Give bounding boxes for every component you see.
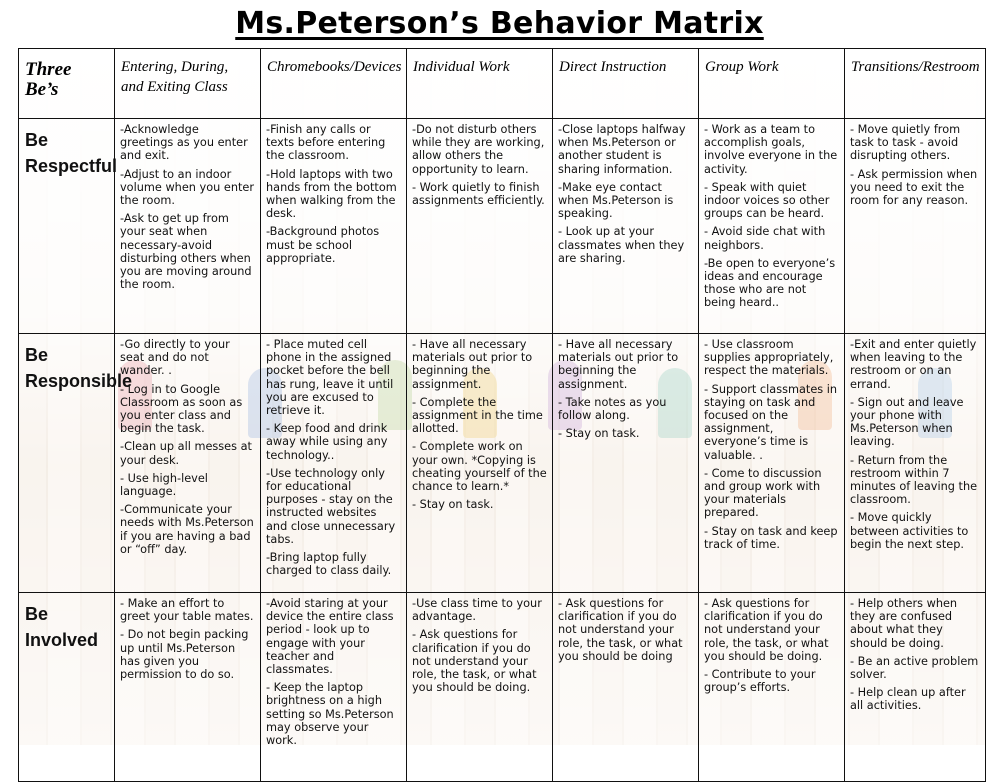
behavior-item: - Work as a team to accomplish goals, involve everyone in the activity.	[704, 123, 838, 176]
cell-be-responsible-individual-work	[407, 334, 553, 593]
row-be-responsible	[19, 334, 986, 593]
behavior-matrix-table	[18, 48, 986, 782]
cell-be-involved-group-work	[699, 593, 845, 782]
behavior-item: - Support classmates in staying on task and focused on the assignment, everyone’s time is valuable. .	[704, 382, 838, 462]
behavior-item: -Adjust to an indoor volume when you enter the room.	[120, 167, 255, 208]
behavior-item: -Communicate your needs with Ms.Peterson if you are having a bad or “off” day.	[120, 503, 254, 556]
behavior-item: - Keep the laptop brightness on a high setting so Ms.Peterson may observe your work.	[266, 681, 394, 748]
behavior-item: -Finish any calls or texts before entering the classroom.	[266, 123, 386, 163]
behavior-item: - Use high-level language.	[120, 471, 208, 499]
behavior-item: - Have all necessary materials out prior to beginning the assignment.	[412, 338, 533, 391]
cell-be-respectful-chromebooks	[261, 119, 407, 334]
column-header-transitions: Transitions/Restroom	[845, 49, 986, 119]
cell-be-involved-direct-instruction	[553, 593, 699, 782]
behavior-item: -Bring laptop fully charged to class daily.	[266, 551, 392, 578]
behavior-item: - Stay on task and keep track of time.	[704, 524, 838, 551]
behavior-item: - Ask questions for clarification if you do not understand your role, the task, or what you should be doing	[558, 597, 683, 663]
behavior-item: - Look up at your classmates when they are sharing.	[558, 225, 685, 265]
behavior-item: - Stay on task.	[412, 498, 494, 512]
behavior-item: - Work quietly to finish assignments efficiently.	[412, 180, 545, 208]
behavior-item: -Use technology only for educational purposes - stay on the instructed websites and close unnecessary tabs.	[266, 466, 396, 546]
row-be-involved	[19, 593, 986, 782]
column-header-chromebooks: Chromebooks/Devices	[261, 49, 407, 119]
cell-be-respectful-direct-instruction	[553, 119, 699, 334]
behavior-item: - Avoid side chat with neighbors.	[704, 225, 826, 252]
behavior-item: - Log in to Google Classroom as soon as you enter class and begin the task.	[120, 382, 243, 436]
behavior-item: -Make eye contact when Ms.Peterson is speaking.	[558, 180, 674, 221]
column-header-entering: Entering, During, and Exiting Class	[115, 49, 261, 119]
cell-be-respectful-transitions	[845, 119, 986, 334]
behavior-item: - Sign out and leave your phone with Ms.Peterson when leaving.	[850, 395, 964, 449]
behavior-item: -Acknowledge greetings as you enter and exit.	[120, 123, 248, 163]
behavior-item: - Return from the restroom within 7 minutes of leaving the classroom.	[850, 453, 978, 507]
cell-be-involved-transitions	[845, 593, 986, 782]
cell-be-involved-entering	[115, 593, 261, 782]
behavior-item: - Take notes as you follow along.	[558, 395, 667, 423]
behavior-item: - Have all necessary materials out prior to beginning the assignment.	[558, 338, 679, 391]
row-header-be-involved: Be Involved	[19, 593, 115, 782]
behavior-item: -Exit and enter quietly when leaving to the restroom or on an errand.	[850, 338, 977, 391]
behavior-item: -Avoid staring at your device the entire class period - look up to engage with your teacher and classmates.	[266, 597, 394, 677]
behavior-item: - Be an active problem solver.	[850, 654, 979, 682]
header-row	[19, 49, 986, 119]
behavior-item: -Ask to get up from your seat when necessary-avoid disturbing others when you are moving around the room.	[120, 212, 252, 292]
behavior-item: -Background photos must be school appropriate.	[266, 225, 380, 265]
corner-header: Three Be’s	[19, 49, 115, 119]
behavior-item: - Stay on task.	[558, 427, 640, 441]
behavior-item: - Move quietly from task to task - avoid disrupting others.	[850, 123, 961, 163]
row-be-respectful	[19, 119, 986, 334]
cell-be-involved-chromebooks	[261, 593, 407, 782]
behavior-item: -Clean up all messes at your desk.	[120, 440, 252, 467]
behavior-item: - Complete work on your own. *Copying is cheating yourself of the chance to learn.*	[412, 440, 547, 494]
behavior-item: -Close laptops halfway when Ms.Peterson or another student is sharing information.	[558, 123, 686, 176]
column-header-direct-instruction: Direct Instruction	[553, 49, 699, 119]
cell-be-responsible-group-work	[699, 334, 845, 593]
behavior-item: - Help clean up after all activities.	[850, 686, 966, 713]
cell-be-involved-individual-work	[407, 593, 553, 782]
behavior-item: -Go directly to your seat and do not wander. .	[120, 338, 230, 378]
page-title: Ms.Peterson’s Behavior Matrix	[235, 6, 764, 41]
behavior-item: - Ask questions for clarification if you do not understand your role, the task, or what you should be doing.	[412, 628, 537, 695]
behavior-item: - Help others when they are confused about what they should be doing.	[850, 597, 958, 650]
cell-be-responsible-transitions	[845, 334, 986, 593]
row-header-be-respectful: Be Respectful	[19, 119, 115, 334]
behavior-item: - Keep food and drink away while using any technology..	[266, 422, 388, 462]
cell-be-respectful-group-work	[699, 119, 845, 334]
behavior-item: -Hold laptops with two hands from the bottom when walking from the desk.	[266, 167, 397, 221]
row-header-be-responsible: Be Responsible	[19, 334, 115, 593]
cell-be-responsible-chromebooks	[261, 334, 407, 593]
behavior-item: - Move quickly between activities to begin the next step.	[850, 511, 969, 551]
behavior-item: - Ask questions for clarification if you do not understand your role, the task, or what you should be doing.	[704, 597, 829, 663]
behavior-item: - Make an effort to greet your table mates.	[120, 597, 254, 624]
behavior-item: - Place muted cell phone in the assigned pocket before the bell has rung, leave it until you are excused to retrieve it.	[266, 338, 394, 418]
behavior-item: -Do not disturb others while they are working, allow others the opportunity to learn.	[412, 123, 545, 176]
cell-be-responsible-entering	[115, 334, 261, 593]
behavior-item: - Speak with quiet indoor voices so other groups can be heard.	[704, 180, 830, 221]
behavior-item: - Complete the assignment in the time allotted.	[412, 395, 543, 436]
behavior-item: - Come to discussion and group work with your materials prepared.	[704, 466, 822, 520]
behavior-item: -Be open to everyone’s ideas and encourage those who are not being heard..	[704, 256, 836, 310]
behavior-item: - Do not begin packing up until Ms.Peterson has given you permission to do so.	[120, 628, 249, 682]
behavior-item: -Use class time to your advantage.	[412, 597, 542, 624]
behavior-item: - Use classroom supplies appropriately, respect the materials.	[704, 338, 834, 378]
cell-be-respectful-individual-work	[407, 119, 553, 334]
cell-be-responsible-direct-instruction	[553, 334, 699, 593]
column-header-group-work: Group Work	[699, 49, 845, 119]
cell-be-respectful-entering	[115, 119, 261, 334]
column-header-individual-work: Individual Work	[407, 49, 553, 119]
behavior-item: - Ask permission when you need to exit the room for any reason.	[850, 167, 978, 208]
behavior-item: - Contribute to your group’s efforts.	[704, 668, 816, 695]
